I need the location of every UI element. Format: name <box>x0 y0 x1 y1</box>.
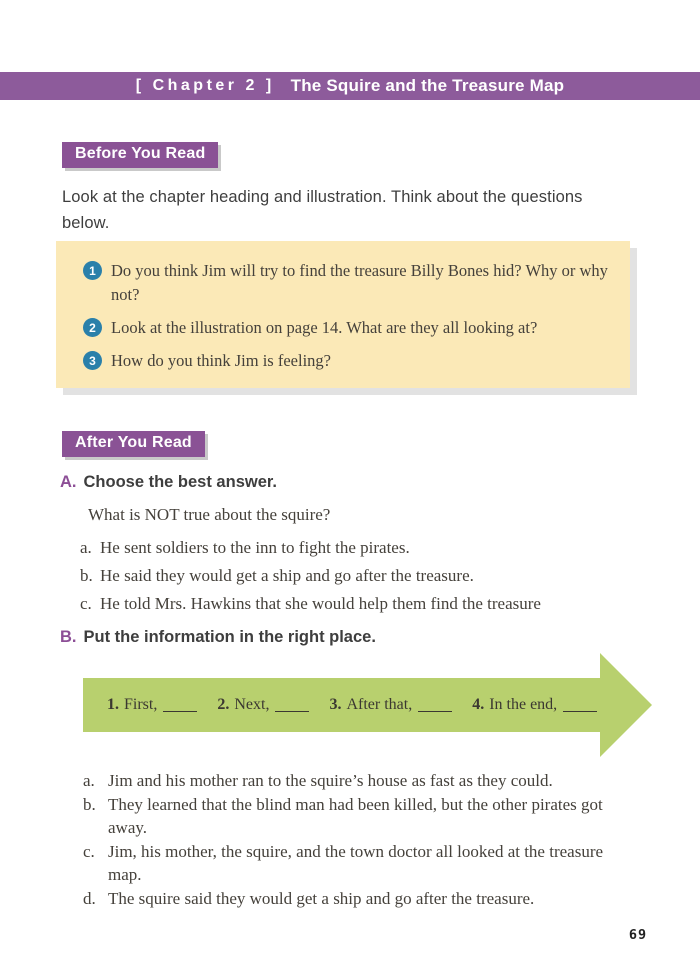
chapter-header-bar <box>0 72 700 100</box>
chapter-number-label: [ Chapter 2 ] <box>135 77 275 94</box>
question-number-badge: 1 <box>83 261 102 280</box>
question-item <box>83 316 610 340</box>
sequence-number: 2. <box>217 696 230 713</box>
before-you-read-badge: Before You Read <box>62 142 218 168</box>
sequence-number: 4. <box>472 696 485 713</box>
sequence-label: Next, <box>234 696 270 713</box>
section-b-header <box>60 628 376 647</box>
question-text: Do you think Jim will try to find the treasure Billy Bones hid? Why or why not? <box>111 261 608 304</box>
section-a-letter: A. <box>60 473 77 491</box>
exercise-a-options <box>80 534 640 618</box>
fill-in-blank <box>275 711 309 712</box>
sequence-number: 1. <box>107 696 119 713</box>
question-number-badge: 2 <box>83 318 102 337</box>
answer-option <box>80 534 640 562</box>
question-text: How do you think Jim is feeling? <box>111 351 331 370</box>
section-b-title: Put the information in the right place. <box>83 628 376 646</box>
question-text: Look at the illustration on page 14. What are they all looking at? <box>111 318 538 337</box>
option-text: He told Mrs. Hawkins that she would help them find the treasure <box>100 594 541 613</box>
info-item <box>83 793 635 840</box>
section-a-header <box>60 473 277 492</box>
page-number: 69 <box>628 927 648 943</box>
item-text: They learned that the blind man had been killed, but the other pirates got away. <box>108 794 603 837</box>
sequence-item <box>329 696 452 714</box>
sequence-item <box>472 696 597 714</box>
option-text: He sent soldiers to the inn to fight the pirates. <box>100 538 410 557</box>
section-b-letter: B. <box>60 628 77 646</box>
option-letter: c. <box>80 594 92 613</box>
sequence-arrow-banner <box>83 653 652 757</box>
sequence-label: In the end, <box>489 696 558 713</box>
item-letter: a. <box>83 771 95 790</box>
item-letter: b. <box>83 794 96 814</box>
item-letter: d. <box>83 888 96 908</box>
item-text: Jim and his mother ran to the squire’s house as fast as they could. <box>108 771 553 790</box>
fill-in-blank <box>163 711 197 712</box>
sequence-labels <box>107 678 597 732</box>
item-text: The squire said they would get a ship and go after the treasure. <box>108 888 535 908</box>
option-text: He said they would get a ship and go after the treasure. <box>100 566 474 585</box>
intro-text: Look at the chapter heading and illustration. Think about the questions below. <box>62 188 583 232</box>
info-item <box>83 887 635 911</box>
answer-option <box>80 590 640 618</box>
item-text: Jim, his mother, the squire, and the town doctor all looked at the treasure map. <box>108 841 604 884</box>
option-letter: b. <box>80 566 93 585</box>
sequence-label: After that, <box>346 696 413 713</box>
sequence-item <box>217 696 309 714</box>
chapter-title: The Squire and the Treasure Map <box>290 76 565 95</box>
fill-in-blank <box>418 711 452 712</box>
option-letter: a. <box>80 538 92 557</box>
fill-in-blank <box>563 711 597 712</box>
item-letter: c. <box>83 841 95 861</box>
section-a-title: Choose the best answer. <box>83 473 277 491</box>
question-item <box>83 259 610 307</box>
info-item <box>83 840 635 887</box>
question-number-badge: 3 <box>83 351 102 370</box>
pre-reading-question-box <box>56 241 630 388</box>
after-you-read-badge: After You Read <box>62 431 205 457</box>
answer-option <box>80 562 640 590</box>
exercise-a-question: What is NOT true about the squire? <box>88 505 331 524</box>
info-item <box>83 769 635 793</box>
sequence-label: First, <box>124 696 158 713</box>
exercise-b-items <box>83 769 635 910</box>
sequence-item <box>107 696 197 714</box>
sequence-number: 3. <box>329 696 342 713</box>
question-item <box>83 349 610 373</box>
